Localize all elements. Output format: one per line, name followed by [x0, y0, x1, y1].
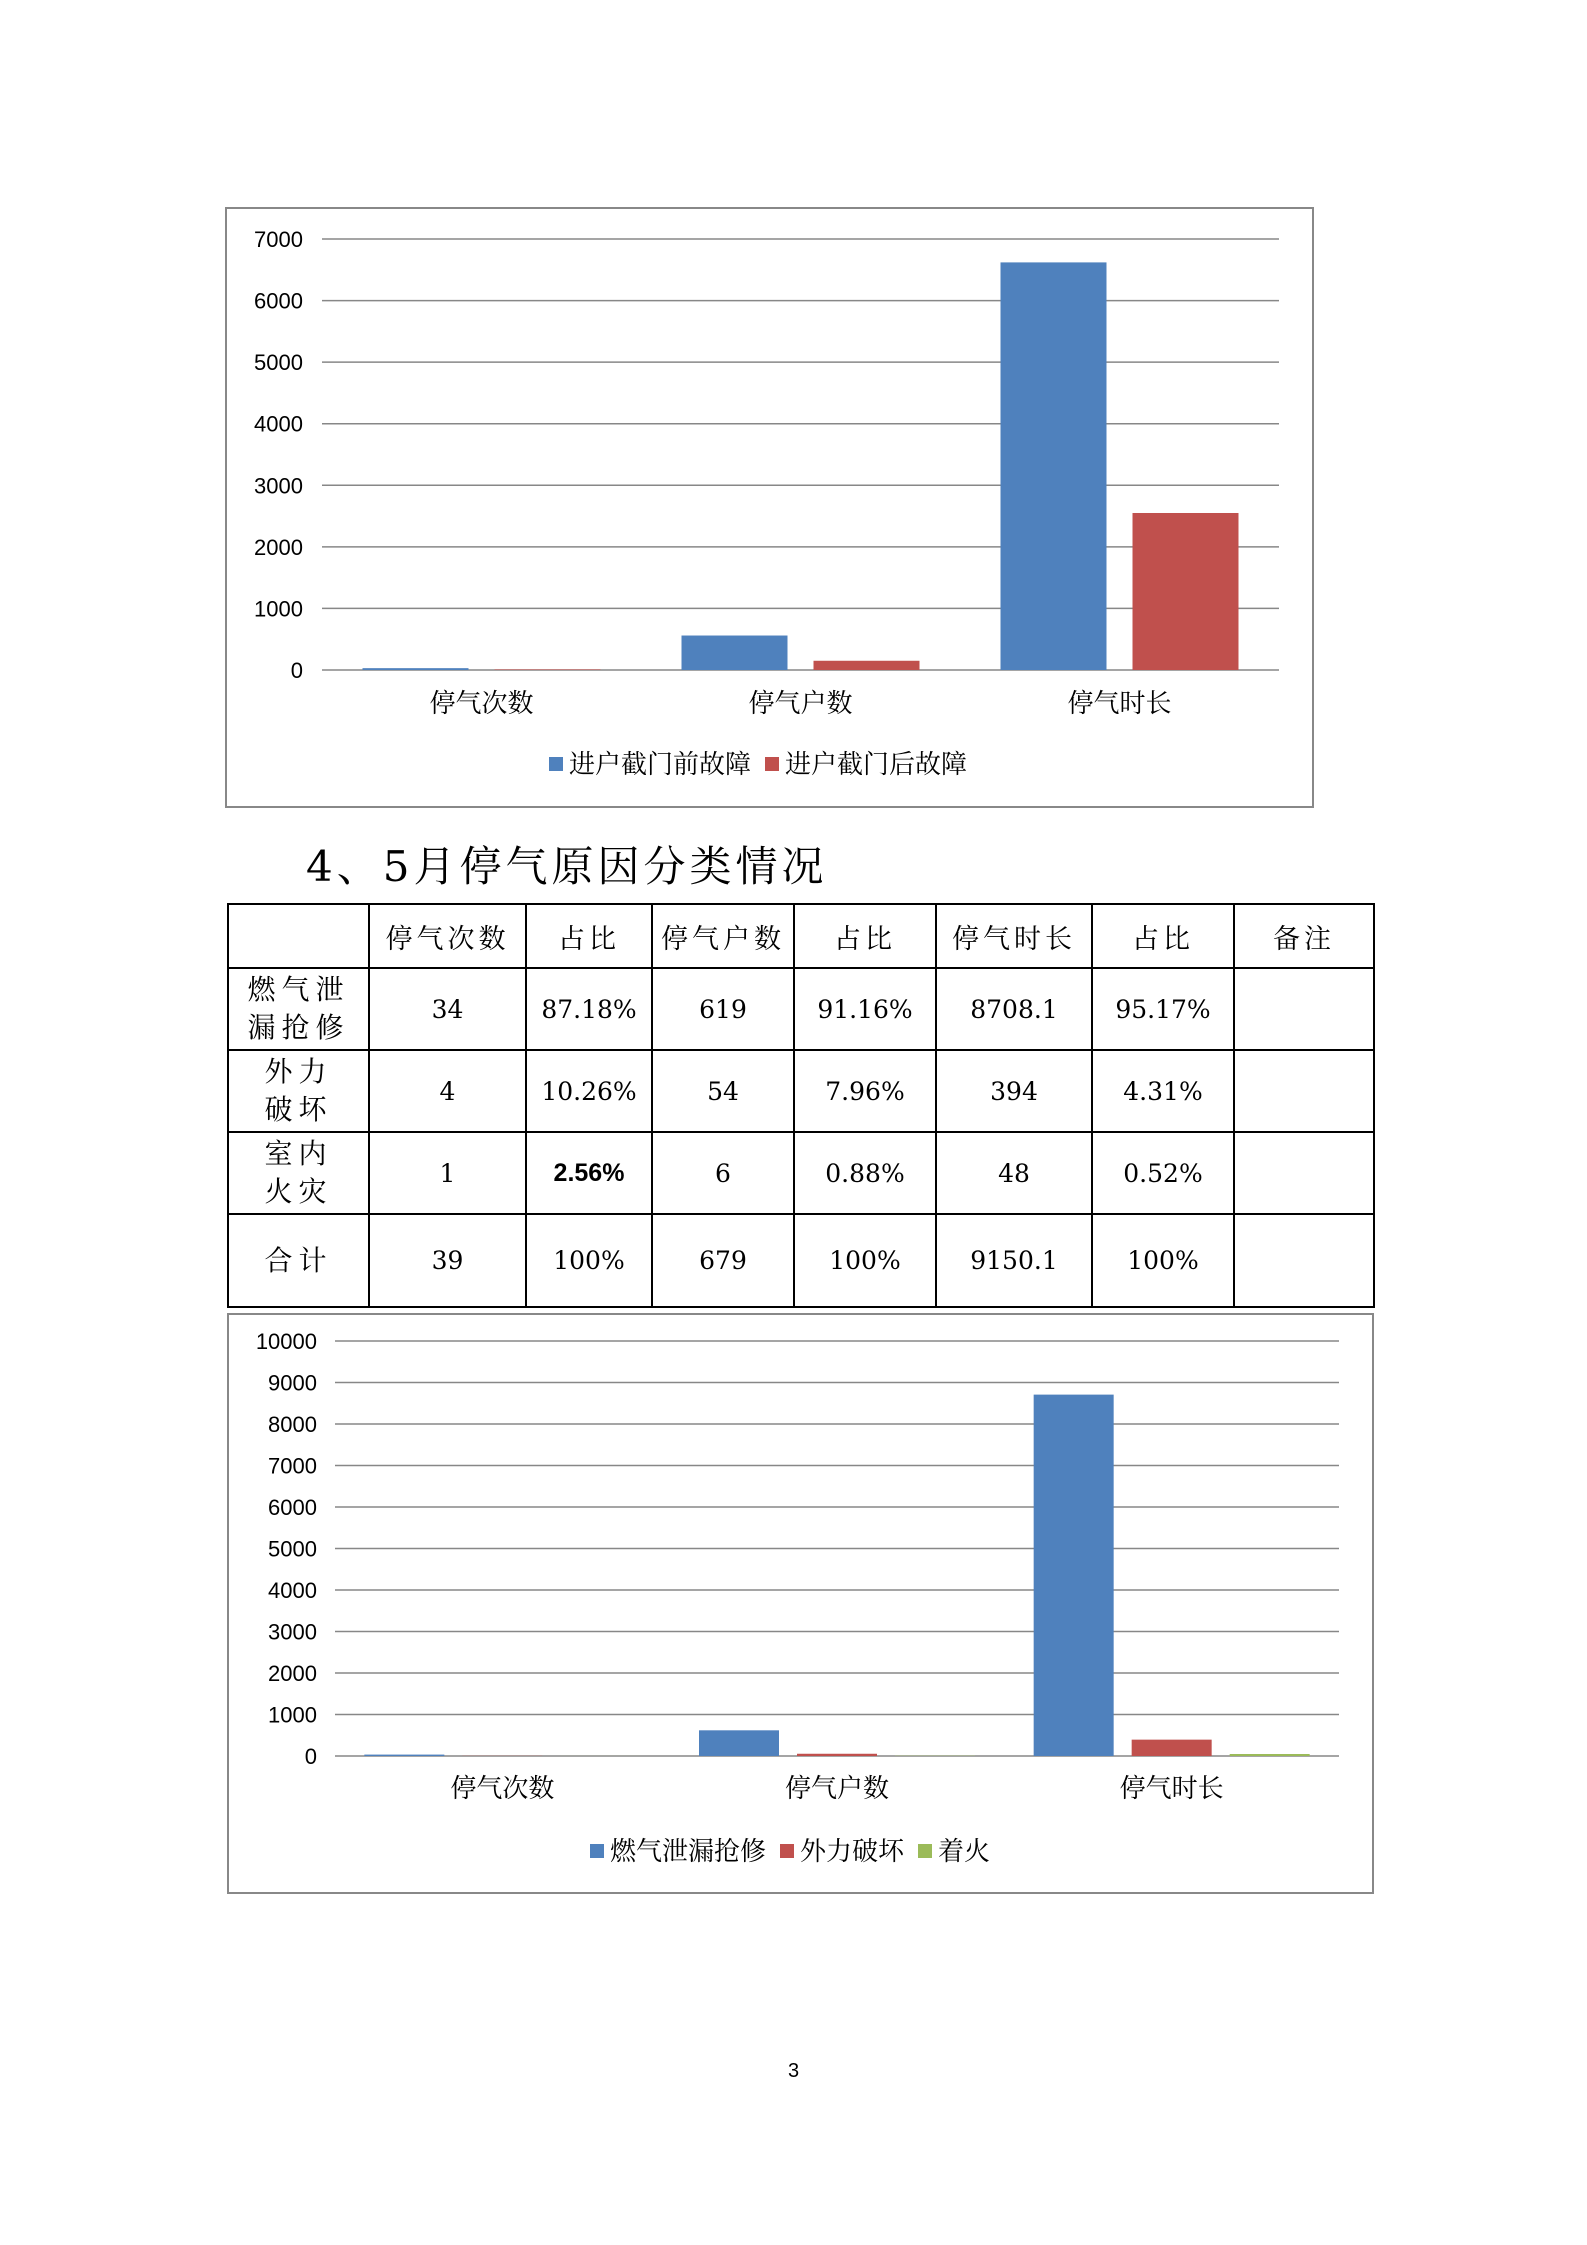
table-row-total [228, 1214, 1374, 1307]
table-row [228, 968, 1374, 1050]
chart-outage-cause [227, 1313, 1374, 1894]
table-header-cell: 备注 [1234, 904, 1374, 968]
legend-label: 着火 [938, 1837, 991, 1867]
row-label-line: 室内 [264, 1137, 333, 1170]
legend-label: 燃气泄漏抢修 [610, 1837, 767, 1867]
table-cell: 8708.1 [936, 968, 1092, 1050]
table-cell: 48 [936, 1132, 1092, 1214]
table-cell: 100% [526, 1214, 652, 1307]
legend-label: 进户截门后故障 [785, 750, 968, 780]
legend-label: 外力破坏 [800, 1837, 905, 1867]
legend-swatch [549, 757, 563, 771]
legend-swatch [590, 1844, 604, 1858]
y-tick-label: 6000 [254, 288, 303, 314]
bar [1230, 1754, 1310, 1756]
row-label [228, 1050, 369, 1132]
bar [797, 1754, 877, 1756]
bar [1034, 1395, 1114, 1756]
table-cell [1234, 1132, 1374, 1214]
legend-swatch [780, 1844, 794, 1858]
chart-outage-cause-svg [229, 1315, 1372, 1892]
table-header-cell [228, 904, 369, 968]
bar [1001, 262, 1107, 670]
y-tick-label: 7000 [254, 227, 303, 252]
table-cell: 394 [936, 1050, 1092, 1132]
bar [814, 661, 920, 670]
section-heading: 4、5月停气原因分类情况 [306, 842, 828, 891]
y-tick-label: 4000 [268, 1578, 317, 1603]
table-cell: 95.17% [1092, 968, 1234, 1050]
row-label-line: 火灾 [264, 1175, 333, 1208]
table-cell: 54 [652, 1050, 794, 1132]
table-cell: 0.52% [1092, 1132, 1234, 1214]
table-row [228, 1132, 1374, 1214]
y-tick-label: 7000 [268, 1453, 317, 1479]
table-cell: 10.26% [526, 1050, 652, 1132]
table-cell: 2.56% [526, 1132, 652, 1214]
y-tick-label: 0 [304, 1744, 317, 1769]
y-tick-label: 3000 [268, 1619, 317, 1645]
x-category-label: 停气时长 [1119, 1774, 1224, 1804]
table-header-cell: 占比 [1092, 904, 1234, 968]
x-category-label: 停气时长 [1067, 689, 1172, 719]
bar [363, 668, 469, 670]
chart-fault-location [225, 207, 1314, 808]
y-tick-label: 10000 [255, 1329, 317, 1354]
table-row [228, 1050, 1374, 1132]
row-label [228, 1132, 369, 1214]
y-tick-label: 1000 [254, 596, 303, 622]
y-tick-label: 2000 [254, 534, 303, 560]
y-tick-label: 5000 [254, 350, 303, 376]
table-cell: 39 [369, 1214, 526, 1307]
row-label-line: 外力 [264, 1055, 333, 1088]
table-header-cell: 占比 [794, 904, 936, 968]
y-tick-label: 2000 [268, 1661, 317, 1686]
bar [682, 636, 788, 670]
table-cell: 619 [652, 968, 794, 1050]
bar [364, 1755, 444, 1756]
page-number: 3 [787, 2060, 800, 2082]
x-category-label: 停气次数 [429, 689, 534, 719]
chart-fault-location-svg [227, 209, 1312, 806]
bar [495, 669, 601, 670]
legend-swatch [918, 1844, 932, 1858]
cause-table [227, 903, 1375, 1308]
table-cell: 1 [369, 1132, 526, 1214]
table-cell: 4.31% [1092, 1050, 1234, 1132]
legend-label: 进户截门前故障 [569, 750, 752, 780]
row-label-line: 燃气泄 [247, 973, 350, 1006]
y-tick-label: 9000 [268, 1370, 317, 1396]
table-cell: 6 [652, 1132, 794, 1214]
row-label-line: 破坏 [264, 1093, 333, 1126]
bar [1133, 513, 1239, 670]
legend-swatch [765, 757, 779, 771]
y-tick-label: 0 [290, 658, 303, 683]
row-label-line: 合计 [264, 1243, 333, 1277]
y-tick-label: 3000 [254, 473, 303, 499]
y-tick-label: 4000 [254, 411, 303, 437]
bar [1132, 1740, 1212, 1756]
table-cell [1234, 1050, 1374, 1132]
row-label [228, 1214, 369, 1307]
table-header-cell: 占比 [526, 904, 652, 968]
table-cell: 4 [369, 1050, 526, 1132]
table-cell: 7.96% [794, 1050, 936, 1132]
table-header-row [228, 904, 1374, 968]
table-cell: 100% [1092, 1214, 1234, 1307]
x-category-label: 停气户数 [784, 1774, 890, 1804]
table-cell: 9150.1 [936, 1214, 1092, 1307]
table-header-cell: 停气次数 [369, 904, 526, 968]
table-cell: 0.88% [794, 1132, 936, 1214]
x-category-label: 停气户数 [748, 689, 853, 719]
bar [699, 1730, 779, 1756]
y-tick-label: 6000 [268, 1495, 317, 1520]
y-tick-label: 5000 [268, 1536, 317, 1562]
table-cell: 34 [369, 968, 526, 1050]
y-tick-label: 1000 [268, 1702, 317, 1728]
table-cell: 679 [652, 1214, 794, 1307]
table-header-cell: 停气时长 [936, 904, 1092, 968]
y-tick-label: 8000 [268, 1412, 317, 1437]
table-cell: 91.16% [794, 968, 936, 1050]
x-category-label: 停气次数 [450, 1774, 555, 1804]
table-cell: 87.18% [526, 968, 652, 1050]
table-cell: 100% [794, 1214, 936, 1307]
table-header-cell: 停气户数 [652, 904, 794, 968]
table-cell [1234, 968, 1374, 1050]
row-label [228, 968, 369, 1050]
table-cell [1234, 1214, 1374, 1307]
row-label-line: 漏抢修 [247, 1011, 350, 1044]
